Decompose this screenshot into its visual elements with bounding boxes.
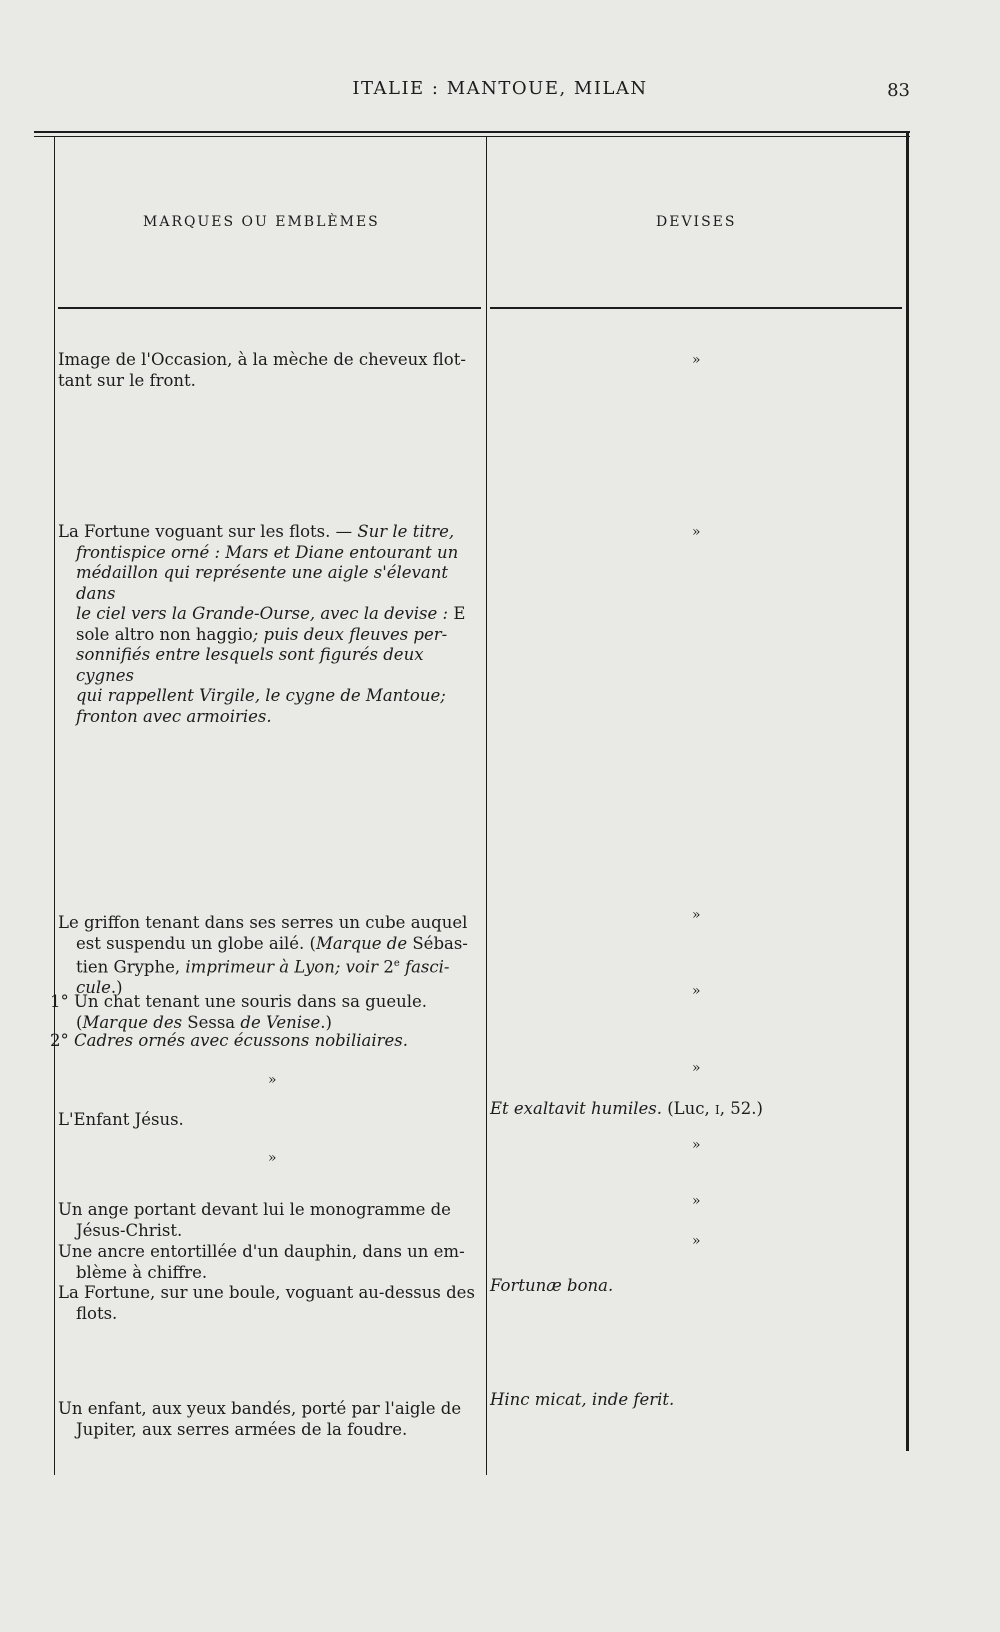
entry-text-italic: ; puis deux fleuves per- bbox=[252, 624, 448, 644]
entry-line: Un enfant, aux yeux bandés, porté par l'aigle de bbox=[58, 1399, 462, 1418]
entry-text: .) bbox=[110, 978, 123, 997]
entry-ancre-dauphin bbox=[58, 1242, 486, 1283]
entry-chat-souris bbox=[50, 992, 486, 1033]
devise-hinc-micat: Hinc micat, inde ferit. bbox=[490, 1390, 675, 1409]
entry-text-italic: fasci- bbox=[399, 957, 450, 977]
entry-text: ( bbox=[76, 1012, 83, 1032]
entry-line: Jupiter, aux serres armées de la foudre. bbox=[76, 1419, 408, 1439]
column-header-devises: DEVISES bbox=[656, 214, 737, 230]
entry-text: sole altro non haggio bbox=[76, 624, 253, 644]
devise-exaltavit bbox=[490, 1099, 890, 1120]
entry-occasion bbox=[58, 350, 504, 391]
entry-text-italic: imprimeur à Lyon; voir bbox=[185, 957, 384, 977]
entry-text-italic: Marque de bbox=[315, 933, 413, 953]
devise-text: (Luc, bbox=[661, 1099, 715, 1118]
devise-empty-mark: » bbox=[692, 524, 701, 540]
entry-line: La Fortune, sur une boule, voguant au-dessus des bbox=[58, 1283, 475, 1302]
entry-ange-monogramme bbox=[58, 1200, 486, 1241]
entry-text: 2 bbox=[383, 957, 394, 977]
page-number: 83 bbox=[887, 80, 910, 101]
entry-line: Image de l'Occasion, à la mèche de cheveux flot- bbox=[58, 350, 466, 369]
entry-text: La Fortune voguant sur les flots. — bbox=[58, 522, 358, 541]
devise-empty-mark: » bbox=[692, 352, 701, 368]
mark-empty-mark: » bbox=[268, 1150, 277, 1166]
table-top-rule bbox=[34, 131, 910, 133]
devise-empty-mark: » bbox=[692, 1193, 701, 1209]
devise-empty-mark: » bbox=[692, 1060, 701, 1076]
entry-line: Une ancre entortillée d'un dauphin, dans un em- bbox=[58, 1242, 465, 1261]
column-divider bbox=[486, 137, 487, 1475]
entry-line: Le griffon tenant dans ses serres un cube auquel bbox=[58, 913, 468, 932]
devise-empty-mark: » bbox=[692, 1233, 701, 1249]
devise-text: I bbox=[714, 1103, 720, 1117]
superscript: e bbox=[393, 958, 400, 969]
entry-text: est suspendu un globe ailé. ( bbox=[76, 933, 316, 953]
table-top-rule-thin bbox=[34, 136, 910, 137]
entry-fortune-boule bbox=[58, 1283, 486, 1324]
devise-empty-mark: » bbox=[692, 983, 701, 999]
entry-text: Sessa bbox=[187, 1012, 241, 1032]
entry-text-italic: frontispice orné : Mars et Diane entourant un bbox=[76, 542, 459, 562]
table-left-border bbox=[54, 137, 55, 1475]
devise-empty-mark: » bbox=[692, 1137, 701, 1153]
entry-text: 2° bbox=[50, 1031, 74, 1050]
entry-line: 1° Un chat tenant une souris dans sa gueule. bbox=[50, 992, 428, 1011]
entry-text: .) bbox=[320, 1012, 332, 1032]
entry-text-italic: de Venise bbox=[240, 1012, 321, 1032]
entry-line: flots. bbox=[76, 1303, 118, 1323]
devise-empty-mark: » bbox=[692, 907, 701, 923]
entry-enfant-aigle bbox=[58, 1399, 486, 1440]
entry-fortune-flots bbox=[58, 522, 486, 727]
devise-text: , 52.) bbox=[719, 1099, 763, 1118]
entry-text: tien Gryphe, bbox=[76, 957, 186, 977]
entry-line: tant sur le front. bbox=[58, 370, 196, 390]
entry-text: Sébas- bbox=[412, 933, 468, 953]
devise-text-italic: Et exaltavit humiles. bbox=[490, 1099, 662, 1118]
entry-line: L'Enfant Jésus. bbox=[58, 1110, 184, 1129]
entry-text-italic: sonnifiés entre lesquels sont figurés deux cygnes bbox=[76, 645, 424, 685]
running-title: ITALIE : MANTOUE, MILAN bbox=[352, 78, 648, 99]
column-header-marques: MARQUES OU EMBLÈMES bbox=[143, 214, 380, 230]
entry-text: E bbox=[453, 604, 466, 623]
header-bottom-rule-right bbox=[490, 307, 902, 309]
devise-fortunae-bona: Fortunæ bona. bbox=[490, 1276, 614, 1295]
table-right-border bbox=[906, 133, 909, 1451]
entry-text-italic: médaillon qui représente une aigle s'élevant dans bbox=[76, 563, 448, 603]
entry-line: Jésus-Christ. bbox=[76, 1220, 183, 1240]
header-bottom-rule-left bbox=[58, 307, 481, 309]
entry-line: blème à chiffre. bbox=[76, 1262, 208, 1282]
entry-griffon bbox=[58, 913, 486, 999]
entry-text-italic: le ciel vers la Grande-Ourse, avec la devise : bbox=[76, 604, 454, 623]
entry-text-italic: Sur le titre, bbox=[357, 522, 455, 541]
mark-empty-mark: » bbox=[268, 1072, 277, 1088]
entry-text-italic: Marque des bbox=[82, 1012, 188, 1032]
entry-text-italic: cule bbox=[76, 978, 111, 997]
entry-enfant-jesus bbox=[58, 1110, 486, 1131]
entry-text-italic: Cadres ornés avec écussons nobiliaires. bbox=[74, 1031, 408, 1050]
entry-line: Un ange portant devant lui le monogramme de bbox=[58, 1200, 451, 1219]
entry-text-italic: fronton avec armoiries. bbox=[76, 706, 272, 726]
entry-text-italic: qui rappellent Virgile, le cygne de Mantoue; bbox=[76, 686, 446, 705]
entry-cadres bbox=[50, 1031, 486, 1052]
